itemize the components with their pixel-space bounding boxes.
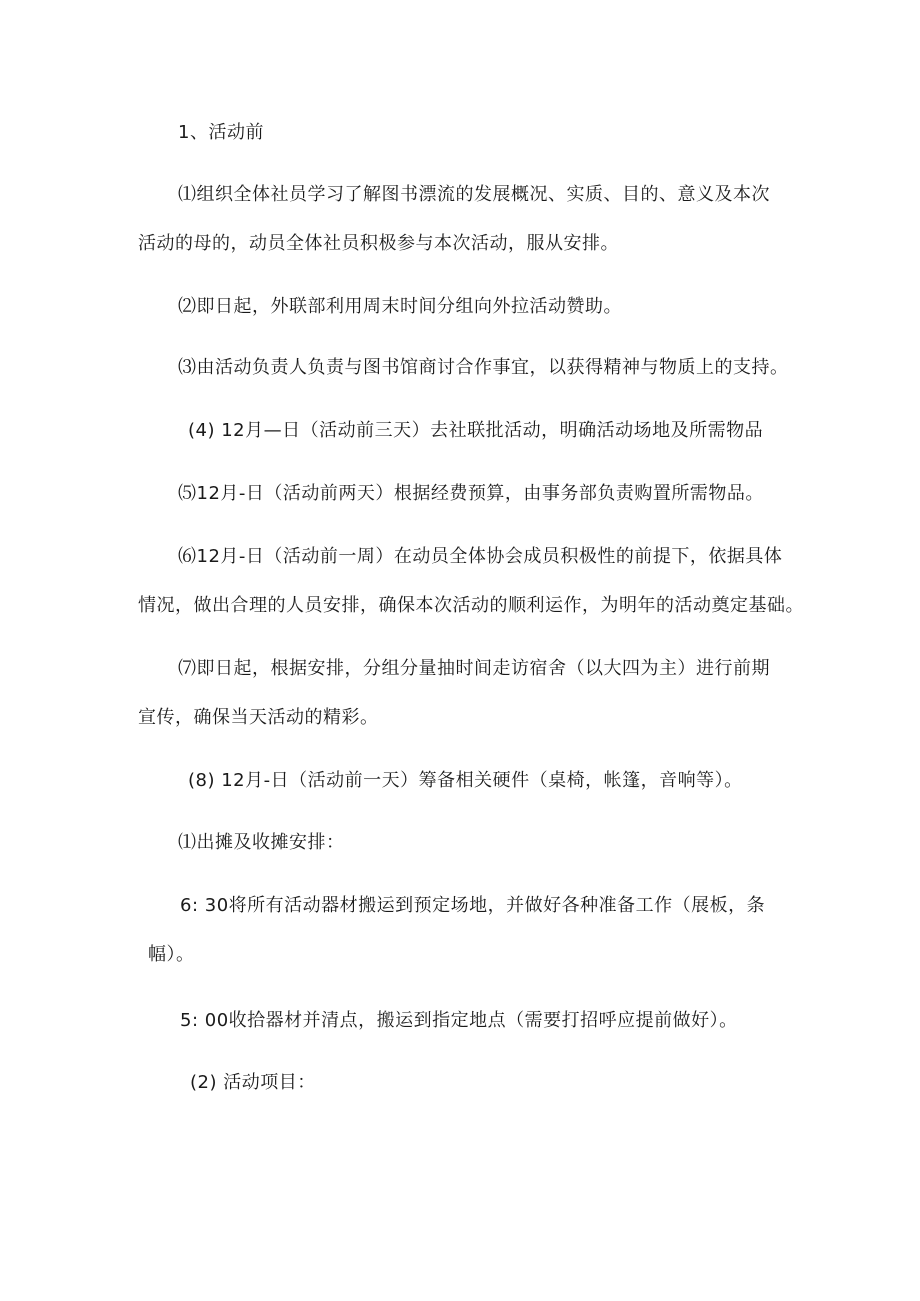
item-6-line-2: 情况，做出合理的人员安排，确保本次活动的顺利运作，为明年的活动奠定基础。 — [138, 595, 804, 616]
item-6-line-1: ⑹12月-日（活动前一周）在动员全体协会成员积极性的前提下，依据具体 — [178, 546, 783, 567]
item-5-line-1: ⑸12月-日（活动前两天）根据经费预算，由事务部负责购置所需物品。 — [178, 483, 764, 504]
time-630-line-1: 6: 30将所有活动器材搬运到预定场地，并做好各种准备工作（展板，条 — [180, 895, 766, 916]
item-8-line-1: (8) 12月-日（活动前一天）筹备相关硬件（桌椅，帐篷，音响等）。 — [188, 770, 743, 791]
item-1-line-2: 活动的母的，动员全体社员积极参与本次活动，服从安排。 — [138, 233, 619, 254]
item-3-line-1: ⑶由活动负责人负责与图书馆商讨合作事宜，以获得精神与物质上的支持。 — [178, 357, 789, 378]
item-4-line-1: (4) 12月—日（活动前三天）去社联批活动，明确活动场地及所需物品 — [188, 420, 764, 441]
section-heading: 1、活动前 — [178, 122, 264, 143]
item-2-line-1: ⑵即日起，外联部利用周末时间分组向外拉活动赞助。 — [178, 296, 622, 317]
item-7-line-2: 宣传，确保当天活动的精彩。 — [138, 707, 379, 728]
time-630-line-2: 幅）。 — [148, 944, 195, 965]
item-7-line-1: ⑺即日起，根据安排，分组分量抽时间走访宿舍（以大四为主）进行前期 — [178, 658, 770, 679]
sub-1-line-1: ⑴出摊及收摊安排： — [178, 832, 345, 853]
item-1-line-1: ⑴组织全体社员学习了解图书漂流的发展概况、实质、目的、意义及本次 — [178, 184, 770, 205]
time-500-line-1: 5: 00收拾器材并清点，搬运到指定地点（需要打招呼应提前做好）。 — [180, 1010, 738, 1031]
sub-2-line-1: (2) 活动项目： — [190, 1072, 316, 1093]
